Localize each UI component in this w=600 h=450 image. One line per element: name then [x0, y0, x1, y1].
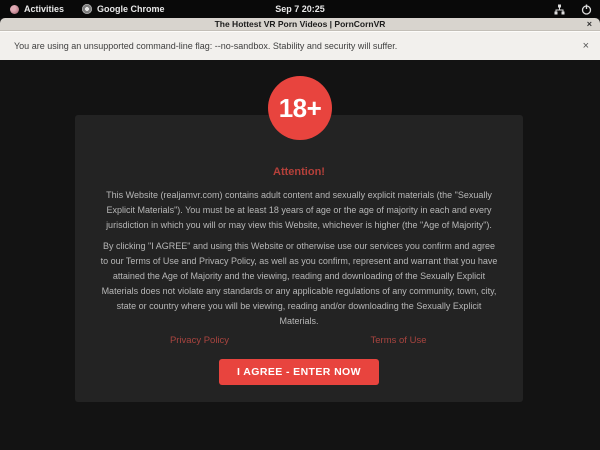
terms-of-use-link[interactable]: Terms of Use: [370, 335, 427, 346]
infobar-close-button[interactable]: ×: [582, 40, 589, 52]
power-icon[interactable]: [581, 4, 592, 15]
clock[interactable]: Sep 7 20:25: [275, 4, 325, 14]
modal-paragraph-1: This Website (realjamvr.com) contains adult content and sexually explicit materials (the "Sexually Explicit Materials"). You must be at least 18 years of age or the age of majority in each and every jurisdiction in which you will or may view this Website, whichever is higher (the "Age of Majority").: [106, 190, 492, 230]
privacy-policy-link[interactable]: Privacy Policy: [169, 335, 230, 346]
activities-button[interactable]: [10, 4, 64, 14]
modal-heading: Attention!: [273, 166, 325, 178]
age-gate-modal: [75, 115, 523, 402]
window-title: The Hottest VR Porn Videos | PornCornVR: [214, 19, 386, 29]
age-18-badge: 18+: [268, 76, 332, 140]
infobar-message: You are using an unsupported command-line flag: --no-sandbox. Stability and security will suffer.: [14, 41, 398, 51]
modal-paragraph-2: By clicking "I AGREE" and using this Website or otherwise use our services you confirm and agree to our Terms of Use and Privacy Policy, as well as you confirm, represent and warrant that you have attained the Age of Majority and the viewing, reading and downloading of the Sexually Explicit Materials does not violate any standards or any applicable regulations of any community, town, city, state or country where you will be viewing, reading and/or downloading the Sexually Explicit Materials.: [100, 241, 498, 326]
app-menu-chrome[interactable]: [82, 4, 165, 14]
page-background: [0, 60, 600, 450]
network-icon[interactable]: [554, 4, 565, 15]
window-close-button[interactable]: ×: [586, 19, 592, 29]
window-titlebar: [0, 18, 600, 31]
chrome-icon: [82, 4, 92, 14]
activities-label: Activities: [24, 4, 65, 14]
chrome-infobar: [0, 31, 600, 60]
activities-dot-icon: [10, 5, 19, 14]
modal-button-row: [100, 359, 498, 385]
gnome-top-bar: [0, 0, 600, 18]
agree-enter-button[interactable]: I AGREE - ENTER NOW: [219, 359, 379, 385]
app-menu-label: Google Chrome: [97, 4, 165, 14]
modal-links-row: [100, 335, 498, 346]
